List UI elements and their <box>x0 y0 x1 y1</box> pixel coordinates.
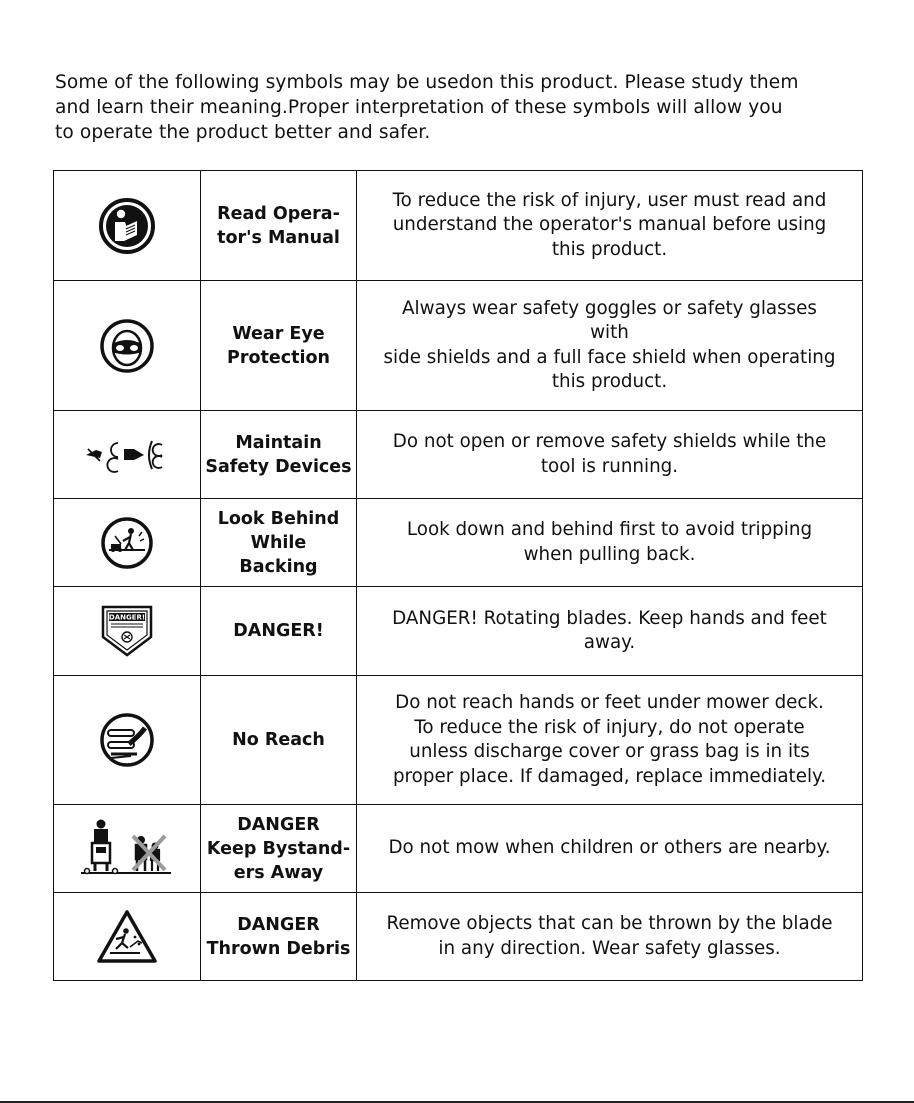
symbol-name: Wear Eye <box>232 323 325 344</box>
symbol-description: Always wear safety goggles or safety glasses <box>402 297 817 319</box>
symbol-name: Backing <box>239 556 318 577</box>
symbol-description: To reduce the risk of injury, do not operate <box>414 716 805 738</box>
table-row <box>54 587 863 676</box>
symbol-description: unless discharge cover or grass bag is in its <box>409 741 810 762</box>
symbol-description: Remove objects that can be thrown by the blade <box>386 913 833 934</box>
table-row <box>54 805 863 893</box>
symbol-name: Keep Bystand- <box>206 838 351 859</box>
symbol-name: Maintain <box>235 432 322 453</box>
intro-line: and learn their meaning.Proper interpretation of these symbols will allow you <box>55 97 783 118</box>
symbol-name: No Reach <box>232 730 325 750</box>
no-reach-icon <box>99 712 155 768</box>
symbol-name: DANGER <box>237 914 320 935</box>
symbol-name: Thrown Debris <box>206 938 351 959</box>
symbol-name: DANGER! <box>233 621 324 641</box>
table-row <box>54 171 863 281</box>
symbols-table <box>53 170 863 981</box>
symbol-description: tool is running. <box>540 455 679 477</box>
symbol-name: Read Opera- <box>217 203 340 224</box>
symbol-description: when pulling back. <box>523 543 696 565</box>
read-manual-icon <box>98 197 156 255</box>
table-row <box>54 281 863 411</box>
symbol-description: proper place. If damaged, replace immediately. <box>392 765 827 787</box>
eye-protection-icon <box>99 318 155 374</box>
table-row <box>54 499 863 587</box>
symbol-description: DANGER! Rotating blades. Keep hands and feet <box>392 607 827 629</box>
symbol-name: Look Behind <box>217 508 340 529</box>
symbol-description: Look down and behind first to avoid tripping <box>406 519 813 540</box>
safety-devices-icon <box>82 435 172 475</box>
table-row <box>54 893 863 981</box>
symbol-description: this product. <box>551 371 668 392</box>
symbol-name: DANGER <box>237 814 320 835</box>
intro-text <box>55 70 865 145</box>
symbol-description: away. <box>583 632 636 653</box>
table-row <box>54 411 863 499</box>
symbol-description: understand the operator's manual before using <box>392 214 827 236</box>
symbol-name: While <box>250 532 307 553</box>
symbol-description: side shields and a full face shield when operating <box>383 346 836 368</box>
thrown-debris-icon <box>96 909 158 965</box>
symbol-name: Protection <box>227 347 330 368</box>
symbol-description: in any direction. Wear safety glasses. <box>438 937 781 959</box>
look-behind-icon <box>100 516 154 570</box>
symbol-name: ers Away <box>233 862 324 883</box>
bystanders-icon <box>79 818 175 880</box>
danger-sign-icon <box>100 604 154 658</box>
symbol-description: Do not reach hands or feet under mower deck. <box>395 692 824 713</box>
symbol-description: this product. <box>551 238 668 260</box>
table-row <box>54 676 863 805</box>
intro-line: Some of the following symbols may be usedon this product. Please study them <box>55 72 799 93</box>
symbol-description: Do not mow when children or others are nearby. <box>388 837 831 859</box>
symbol-description: To reduce the risk of injury, user must read and <box>392 189 827 211</box>
symbol-description: with <box>590 322 629 343</box>
symbol-name: Safety Devices <box>205 456 352 477</box>
symbol-name: tor's Manual <box>217 227 340 248</box>
symbol-description: Do not open or remove safety shields while the <box>392 431 827 452</box>
intro-line: to operate the product better and safer. <box>55 122 431 143</box>
danger-sign-text: DANGER! <box>108 613 146 622</box>
